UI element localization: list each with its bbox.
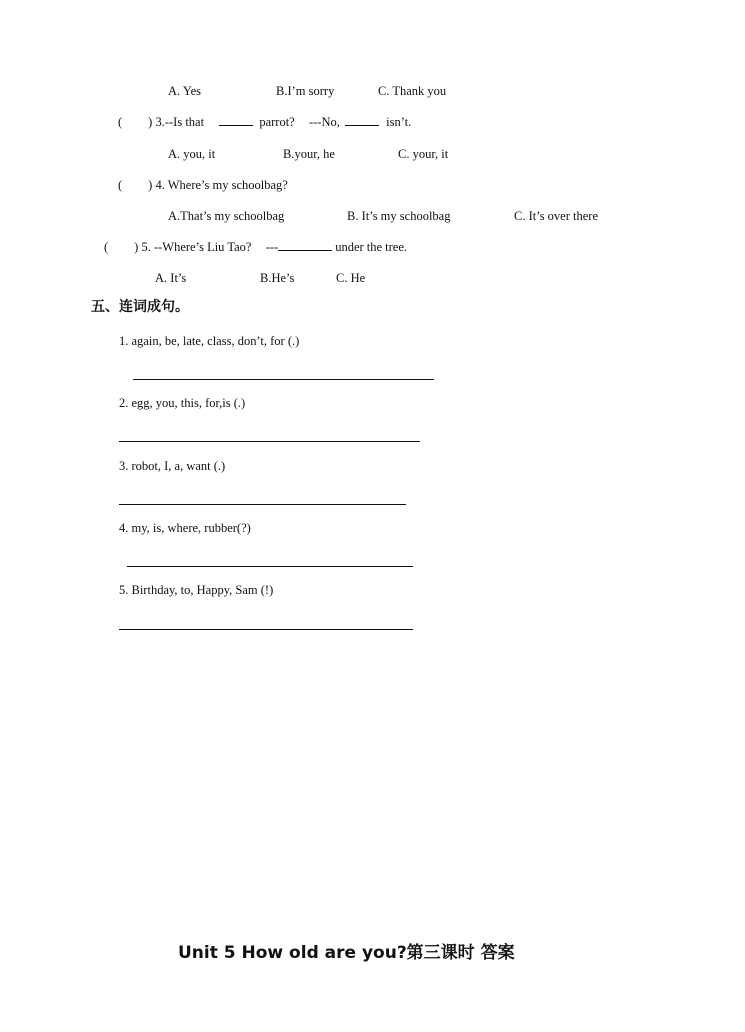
question-4-stem: 4. Where’s my schoolbag? — [155, 178, 288, 192]
fill-blank[interactable] — [278, 240, 332, 251]
answer-line-5[interactable] — [119, 629, 413, 630]
q2-option-b: B.I’m sorry — [276, 84, 335, 98]
question-3-stem: ---No, — [308, 115, 340, 129]
question-4 — [118, 178, 288, 193]
q5-option-c: C. He — [336, 271, 366, 285]
fill-blank[interactable] — [219, 115, 253, 126]
sentence-item-1: 1. again, be, late, class, don’t, for (.) — [119, 334, 300, 348]
sentence-item-4: 4. my, is, where, rubber(?) — [119, 521, 251, 535]
q3-option-b: B.your, he — [283, 147, 335, 161]
answer-paren-open: ( — [118, 178, 123, 192]
q5-option-b: B.He’s — [260, 271, 295, 285]
answer-paren-close: ) — [134, 240, 139, 254]
section-heading: 五、连词成句。 — [91, 299, 189, 315]
answer-paren-close: ) — [148, 178, 153, 192]
question-5 — [104, 240, 407, 255]
answer-line-2[interactable] — [119, 441, 420, 442]
question-3 — [118, 115, 411, 130]
fill-blank[interactable] — [345, 115, 379, 126]
q5-option-a: A. It’s — [155, 271, 187, 285]
answer-paren-open: ( — [118, 115, 123, 129]
question-3-stem: parrot? — [259, 115, 295, 129]
question-5-stem: 5. --Where’s Liu Tao? — [141, 240, 252, 254]
q4-option-a: A.That’s my schoolbag — [168, 209, 285, 223]
sentence-item-2: 2. egg, you, this, for,is (.) — [119, 396, 246, 410]
q3-option-a: A. you, it — [168, 147, 216, 161]
sentence-item-3: 3. robot, I, a, want (.) — [119, 459, 226, 473]
q4-option-c: C. It’s over there — [514, 209, 599, 223]
question-3-stem: 3.--Is that — [155, 115, 205, 129]
question-3-stem: isn’t. — [386, 115, 412, 129]
answer-paren-open: ( — [104, 240, 109, 254]
q2-option-c: C. Thank you — [378, 84, 447, 98]
question-5-stem: --- — [265, 240, 279, 254]
sentence-item-5: 5. Birthday, to, Happy, Sam (!) — [119, 583, 274, 597]
answer-paren-close: ) — [148, 115, 153, 129]
answer-line-3[interactable] — [119, 504, 406, 505]
answer-line-4[interactable] — [127, 566, 413, 567]
answer-key-title: Unit 5 How old are you?第三课时 答案 — [178, 943, 515, 963]
q4-option-b: B. It’s my schoolbag — [347, 209, 451, 223]
q3-option-c: C. your, it — [398, 147, 449, 161]
q2-option-a: A. Yes — [168, 84, 202, 98]
answer-line-1[interactable] — [133, 379, 434, 380]
question-5-stem: under the tree. — [335, 240, 408, 254]
